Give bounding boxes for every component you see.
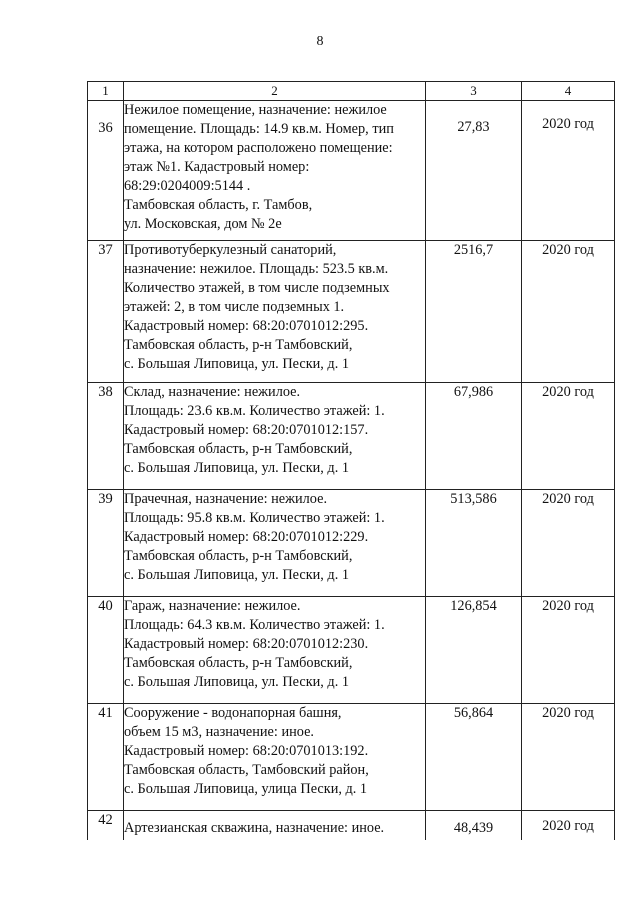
column-header-year: 4 xyxy=(522,82,615,101)
row-number-cell: 37 xyxy=(88,241,124,383)
table-row xyxy=(88,241,615,383)
value-cell: 126,854 xyxy=(426,597,522,704)
table-row xyxy=(88,383,615,490)
value-cell: 27,83 xyxy=(426,101,522,241)
description-cell xyxy=(124,383,426,490)
description-line: 68:29:0204009:5144 . xyxy=(124,178,251,194)
header-row xyxy=(88,82,615,101)
table-row xyxy=(88,101,615,241)
row-number-cell: 39 xyxy=(88,490,124,597)
year-cell: 2020 год xyxy=(522,704,615,811)
description-line: Площадь: 64.3 кв.м. Количество этажей: 1. xyxy=(124,617,385,633)
description-line: Тамбовская область, р-н Тамбовский, xyxy=(124,441,353,457)
description-line: Тамбовская область, р-н Тамбовский, xyxy=(124,337,353,353)
description-line: Кадастровый номер: 68:20:0701012:230. xyxy=(124,636,369,652)
value-cell: 2516,7 xyxy=(426,241,522,383)
description-line: этажей: 2, в том числе подземных 1. xyxy=(124,299,345,315)
description-cell xyxy=(124,490,426,597)
description-line: Гараж, назначение: нежилое. xyxy=(124,598,301,614)
row-number-cell: 41 xyxy=(88,704,124,811)
year-cell: 2020 год xyxy=(522,811,615,840)
row-number-cell: 38 xyxy=(88,383,124,490)
property-registry-table xyxy=(87,81,615,840)
table-row xyxy=(88,597,615,704)
description-line: Тамбовская область, р-н Тамбовский, xyxy=(124,548,353,564)
value-cell: 513,586 xyxy=(426,490,522,597)
table-row xyxy=(88,811,615,840)
page-number: 8 xyxy=(316,34,324,49)
year-cell: 2020 год xyxy=(522,597,615,704)
table-row xyxy=(88,490,615,597)
description-line: Кадастровый номер: 68:20:0701012:229. xyxy=(124,529,369,545)
description-line: с. Большая Липовица, ул. Пески, д. 1 xyxy=(124,567,350,583)
description-cell xyxy=(124,241,426,383)
description-line: Площадь: 95.8 кв.м. Количество этажей: 1. xyxy=(124,510,385,526)
description-line: Количество этажей, в том числе подземных xyxy=(124,280,390,296)
row-number-cell: 40 xyxy=(88,597,124,704)
description-line: с. Большая Липовица, ул. Пески, д. 1 xyxy=(124,460,350,476)
description-line: Кадастровый номер: 68:20:0701013:192. xyxy=(124,743,369,759)
value-cell: 48,439 xyxy=(426,811,522,840)
value-cell: 56,864 xyxy=(426,704,522,811)
description-line: Нежилое помещение, назначение: нежилое xyxy=(124,102,387,118)
description-line: назначение: нежилое. Площадь: 523.5 кв.м. xyxy=(124,261,389,277)
table-body xyxy=(88,101,615,840)
description-line: Тамбовская область, р-н Тамбовский, xyxy=(124,655,353,671)
column-header-number: 1 xyxy=(88,82,124,101)
description-line: Тамбовская область, Тамбовский район, xyxy=(124,762,369,778)
description-line: Артезианская скважина, назначение: иное. xyxy=(124,820,385,836)
description-line: с. Большая Липовица, ул. Пески, д. 1 xyxy=(124,674,350,690)
description-cell xyxy=(124,704,426,811)
description-line: Площадь: 23.6 кв.м. Количество этажей: 1. xyxy=(124,403,385,419)
description-line: помещение. Площадь: 14.9 кв.м. Номер, тип xyxy=(124,121,394,137)
description-line: Прачечная, назначение: нежилое. xyxy=(124,491,328,507)
description-line: Сооружение - водонапорная башня, xyxy=(124,705,342,721)
description-line: ул. Московская, дом № 2е xyxy=(124,216,282,232)
description-line: с. Большая Липовица, улица Пески, д. 1 xyxy=(124,781,368,797)
year-cell: 2020 год xyxy=(522,490,615,597)
column-header-description: 2 xyxy=(124,82,426,101)
description-line: Тамбовская область, г. Тамбов, xyxy=(124,197,313,213)
description-cell xyxy=(124,101,426,241)
column-header-value: 3 xyxy=(426,82,522,101)
value-cell: 67,986 xyxy=(426,383,522,490)
description-line: этаж №1. Кадастровый номер: xyxy=(124,159,310,175)
table-header xyxy=(88,82,615,101)
year-cell: 2020 год xyxy=(522,101,615,241)
row-number-cell: 36 xyxy=(88,101,124,241)
description-line: Кадастровый номер: 68:20:0701012:157. xyxy=(124,422,369,438)
table-row xyxy=(88,704,615,811)
description-line: Кадастровый номер: 68:20:0701012:295. xyxy=(124,318,369,334)
description-line: объем 15 м3, назначение: иное. xyxy=(124,724,314,740)
row-number-cell: 42 xyxy=(88,811,124,840)
description-cell xyxy=(124,811,426,840)
description-line: с. Большая Липовица, ул. Пески, д. 1 xyxy=(124,356,350,372)
year-cell: 2020 год xyxy=(522,241,615,383)
description-line: Склад, назначение: нежилое. xyxy=(124,384,301,400)
description-line: этажа, на котором расположено помещение: xyxy=(124,140,393,156)
description-cell xyxy=(124,597,426,704)
year-cell: 2020 год xyxy=(522,383,615,490)
description-line: Противотуберкулезный санаторий, xyxy=(124,242,337,258)
